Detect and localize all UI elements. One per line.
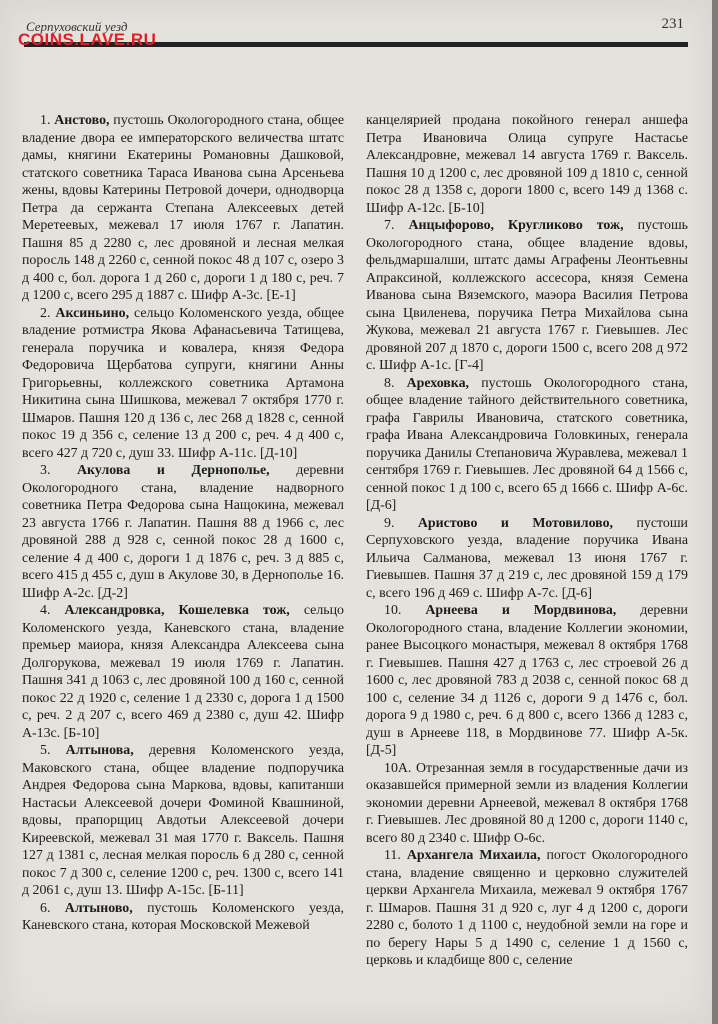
entry-text: погост Окологородного стана, владение священно и церковно служителей церкви Архангела Михаила, межевал 9 октября 1767 г. Шмаров. Пашня 31 д 920 с, луг 4 д 1200 с, дороги 2280 с, болото 1 д 1100 с, неудобной земли на горе и по берегу Нары 5 д 1490 с, селение 1 д 1560 с, церковь и кладбище 800 с, селение — [366, 848, 688, 968]
entry-name: Акулова и Дернополье, — [77, 463, 270, 478]
entry-name: Архангела Михаила, — [406, 848, 541, 863]
entry-name: Алтынова, — [65, 743, 134, 758]
document-entry — [366, 375, 688, 515]
entry-text: сельцо Коломенского уезда, общее владение ротмистра Якова Афанасьевича Татищева, генерала поручика и ковалера, князя Федора Федоровича Щербатова супруги, княгини Анны Григорьевны, коллежского советника Артамона Никитина сына Шишкова, межевал 7 октября 1770 г. Шмаров. Пашня 120 д 136 с, лес 268 д 1828 с, сенной покос 19 д 356 с, селение 13 д 200 с, реч. 4 д 400 с, всего 427 д 720 с, душ 33. Шифр А-11с. [Д-10] — [22, 305, 344, 461]
document-entry — [22, 602, 344, 742]
document-entry — [366, 217, 688, 375]
entry-name: Аристово и Мотовилово, — [417, 515, 613, 531]
entry-number: 3. — [40, 463, 51, 478]
entry-number: 8. — [384, 375, 395, 391]
entry-name: Анцыфорово, Кругликово тож, — [408, 218, 624, 233]
entry-text: деревни Окологородного стана, владение надворного советника Петра Федорова сына Нащокина, межевал 23 августа 1766 г. Лапатин. Пашня 88 д 1966 с, лес дровяной 288 д 928 с, сенной покос 28 д 1600 с, селение 4 д 400 с, дороги 1 д 1876 с, реч. 3 д 885 с, всего 415 д 455 с, душ в Акулове 30, в Дернополье 16. Шифр А-2с. [Д-2] — [22, 463, 344, 601]
document-entry — [22, 112, 344, 305]
entry-number: 10А. — [384, 760, 412, 776]
entry-name: Алтыново, — [64, 900, 133, 916]
document-entry — [22, 742, 344, 900]
entry-text: пустоши Серпуховского уезда, владение поручика Ивана Ильича Салманова, межевал 13 июня 1767 г. Гиевышев. Пашня 37 д 219 с, лес дровяной 159 д 179 с, всего 196 д 469 с. Шифр А-7с. [Д-6] — [366, 515, 688, 601]
entry-number: 6. — [40, 900, 51, 916]
entry-text: Отрезанная земля в государственные дачи из оказавшейся примерной земли из владения Коллегии экономии деревни Арнеевой, межевал 8 октября 1768 г. Гиевышев. Лес дровяной 80 д 1200 с, дороги 1140 с, всего 80 д 2340 с. Шифр О-6с. — [366, 760, 688, 846]
left-column — [22, 112, 344, 935]
entry-name: Аксиньино, — [55, 305, 130, 321]
entry-text: деревня Коломенского уезда, Маковского стана, общее владение подпоручика Андрея Федорова сына Маркова, вдовы, капитанши Настасьи Алексеевой дочери Фоминой Квашниной, вдовы, прапорщиц Авдотьи Алексеевой дочери Киреевской, межевал 31 мая 1770 г. Ваксель. Пашня 127 д 1381 с, лесная мелкая поросль 6 д 280 с, сенной покос 7 д 300 с, селение 1200 с, реч. 1300 с, всего 141 д 2061 с, душ 13. Шифр А-15с. [Б-11] — [22, 743, 344, 898]
entry-text: пустошь Коломенского уезда, Каневского стана, которая Московской Межевой — [22, 900, 344, 933]
entry-number: 9. — [384, 515, 395, 531]
entry-name: Арнеева и Мордвинова, — [425, 603, 617, 618]
entry-text: сельцо Коломенского уезда, Каневского стана, владение премьер маиора, князя Александра Алексеева сына Долгорукова, межевал 19 июля 1769 г. Лапатин. Пашня 341 д 1063 с, лес дровяной 100 д 160 с, сенной покос 22 д 1920 с, селение 1 д 2330 с, дорога 1 д 1500 с, реч. 2 д 207 с, всего 469 д 2380 с, душ 42. Шифр А-13с. [Б-10] — [22, 603, 344, 741]
right-column — [366, 112, 688, 970]
entry-number: 11. — [384, 848, 401, 863]
entry-number: 4. — [40, 603, 51, 618]
document-entry — [366, 515, 688, 603]
document-entry — [22, 305, 344, 463]
entry-text: канцелярией продана покойного генерал аншефа Петра Ивановича Олица супруге Настасье Александровне, межевал 14 августа 1769 г. Ваксель. Пашня 10 д 1200 с, лес дровяной 109 д 1810 с, сенной покос 28 д 1358 с, дороги 1800 с, всего 149 д 1368 с. Шифр А-12с. [Б-10] — [366, 113, 688, 216]
entry-text: пустошь Окологородного стана, общее владение вдовы, фельдмаршалши, штатс дамы Аграфены Леонтьевны Апраксиной, коллежского ассесора, князя Семена Иванова сына Вяземского, маэора Василия Петрова сына Цвиленева, поручика Петра Михайлова сына Жукова, межевал 21 августа 1767 г. Гиевышев. Лес дровяной 207 д 1870 с, дороги 1500 с, всего 208 д 972 с. Шифр А-1с. [Г-4] — [366, 218, 688, 373]
document-entry — [22, 462, 344, 602]
entry-text: пустошь Окологородного стана, общее владение двора ее императорского величества штатс дамы, княгини Екатерины Романовны Дашковой, статского советника Тараса Иванова сына Арсеньева жены, вдовы Катерины Петровой дочери, однодворца Петра да сержанта Степана Алексеевых детей Меретеевых, межевал 17 июля 1767 г. Лапатин. Пашня 85 д 2280 с, лес дровяной и лесная мелкая поросль 148 д 2260 с, сенной покос 48 д 107 с, озеро 3 д 400 с, бол. дорога 1 д 260 с, дороги 1 д 180 с, реч. 7 д 1200 с, всего 295 д 1887 с. Шифр А-3с. [Е-1] — [22, 113, 344, 303]
entry-number: 10. — [384, 603, 402, 618]
entry-name: Анстово, — [54, 113, 110, 128]
page-number: 231 — [661, 16, 684, 32]
document-entry — [22, 900, 344, 935]
entry-name: Александровка, Кошелевка тож, — [64, 603, 290, 618]
entry-name: Ареховка, — [406, 375, 470, 391]
watermark: COINS.LAVE.RU — [18, 30, 157, 49]
document-entry — [366, 847, 688, 970]
entry-number: 5. — [40, 743, 51, 758]
document-entry — [366, 760, 688, 848]
document-entry — [366, 602, 688, 760]
entry-number: 7. — [384, 218, 395, 233]
running-title: Серпуховский уезд — [26, 19, 128, 34]
entry-text: пустошь Окологородного стана, общее владение тайного действительного советника, графа Гаврилы Ивановича, статского советника, графа Ивана Александровича Головкиных, генерала поручика Данилы Степановича Журавлева, межевал 1 сентября 1769 г. Гиевышев. Лес дровяной 64 д 1566 с, сенной покос 1 д 100 с, всего 65 д 1666 с. Шифр А-6с. [Д-6] — [366, 375, 688, 513]
document-entry — [366, 112, 688, 217]
entry-number: 2. — [40, 305, 51, 321]
entry-number: 1. — [40, 113, 51, 128]
entry-text: деревни Окологородного стана, владение Коллегии экономии, ранее Высоцкого монастыря, межевал 8 октября 1768 г. Гиевышев. Пашня 427 д 1763 с, лес строевой 26 д 1600 с, лес дровяной 783 д 2038 с, сенной покос 68 д 100 с, селение 34 д 1126 с, дороги 9 д 1476 с, бол. дорога 9 д 1980 с, реч. 6 д 800 с, всего 1366 д 1283 с, душ в Арнееве 118, в Мордвинове 77. Шифр А-5к. [Д-5] — [366, 603, 688, 758]
